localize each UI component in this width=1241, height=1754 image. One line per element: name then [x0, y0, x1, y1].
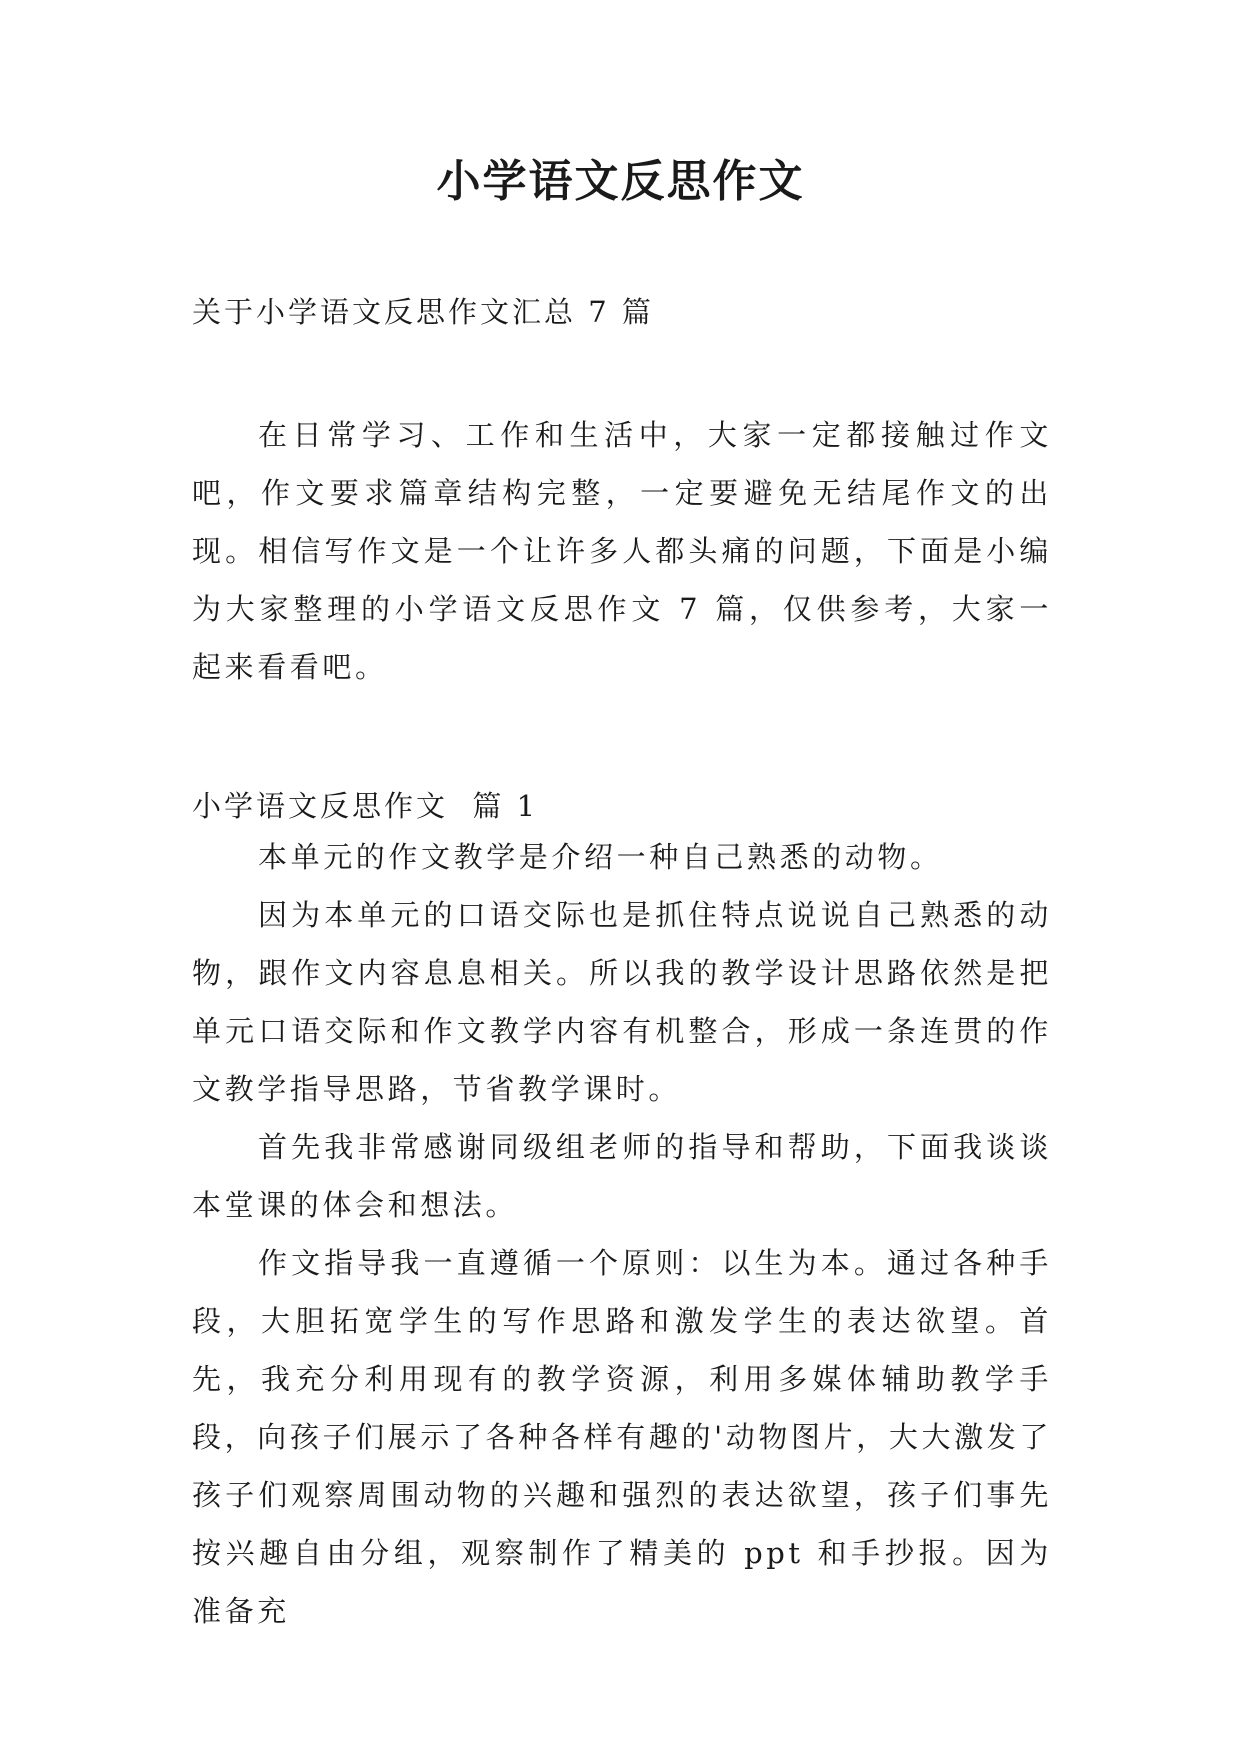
section-paragraph: 首先我非常感谢同级组老师的指导和帮助，下面我谈谈本堂课的体会和想法。 [192, 1130, 1052, 1222]
section-paragraph: 作文指导我一直遵循一个原则：以生为本。通过各种手段，大胆拓宽学生的写作思路和激发学生的表达欲望。首先，我充分利用现有的教学资源，利用多媒体辅助教学手段，向孩子们展示了各种各样有趣的'动物图片，大大激发了孩子们观察周围动物的兴趣和强烈的表达欲望，孩子们事先按兴趣自由分组，观察制作了精美的 ppt 和手抄报。因为准备充 [192, 1246, 1052, 1628]
section-body [192, 828, 1052, 1640]
document-title: 小学语文反思作文 [436, 156, 805, 207]
section-heading: 小学语文反思作文 篇 1 [192, 789, 539, 823]
section-paragraph: 本单元的作文教学是介绍一种自己熟悉的动物。 [258, 840, 943, 874]
intro-paragraph: 在日常学习、工作和生活中，大家一定都接触过作文吧，作文要求篇章结构完整，一定要避免无结尾作文的出现。相信写作文是一个让许多人都头痛的问题，下面是小编为大家整理的小学语文反思作文 7 篇，仅供参考，大家一起来看看吧。 [192, 418, 1052, 684]
document-subtitle: 关于小学语文反思作文汇总 7 篇 [192, 295, 654, 329]
section-paragraph: 因为本单元的口语交际也是抓住特点说说自己熟悉的动物，跟作文内容息息相关。所以我的教学设计思路依然是把单元口语交际和作文教学内容有机整合，形成一条连贯的作文教学指导思路，节省教学课时。 [192, 898, 1052, 1106]
